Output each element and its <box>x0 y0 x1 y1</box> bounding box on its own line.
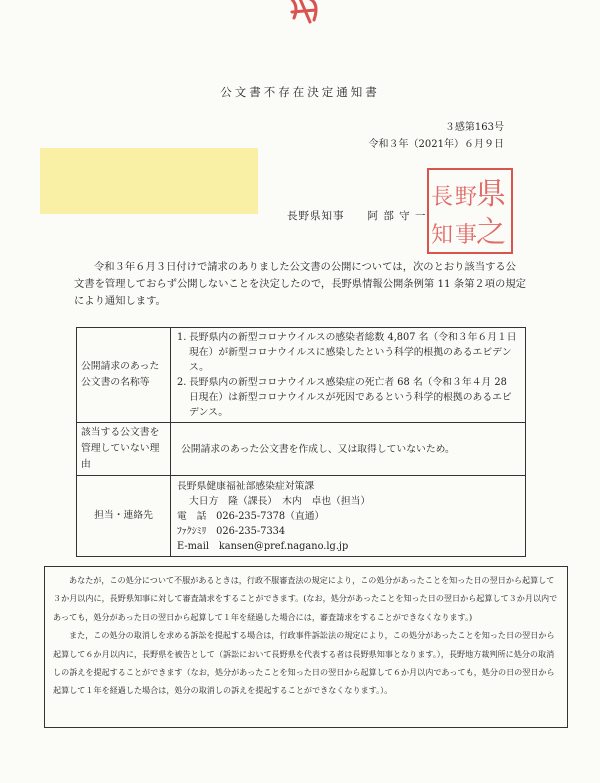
top-red-stamp-icon <box>280 0 324 28</box>
contact-department: 長野県健康福祉部感染症対策課 <box>177 480 315 492</box>
row-label-documents: 公開請求のあった公文書の名称等 <box>77 328 171 423</box>
list-item: 1. 長野県内の新型コロナウイルスの感染者総数 4,807 名（令和３年６月１日現在）が新型コロナウイルスに感染したという科学的根拠のあるエビデンス。 <box>177 332 517 373</box>
document-date: 令和３年（2021年）６月９日 <box>368 139 504 150</box>
table-row <box>77 328 526 423</box>
decision-table <box>76 327 526 557</box>
svg-text:県: 県 <box>476 177 506 212</box>
contact-email: E-mail kansen@pref.nagano.lg.jp <box>177 540 349 552</box>
document-number: ３感第163号 <box>444 122 504 133</box>
svg-text:長: 長 <box>430 185 454 210</box>
sender: 長野県知事 阿 部 守 一 <box>287 210 427 222</box>
table-row <box>77 423 526 476</box>
contact-fax: ﾌｧｸｼﾐﾘ 026-235-7334 <box>177 525 286 537</box>
requested-documents <box>171 328 526 423</box>
svg-text:知: 知 <box>430 223 454 248</box>
appeal-notice-box <box>44 566 568 728</box>
contact-staff: 大日方 隆（課長） 木内 卓也（担当） <box>189 495 371 507</box>
contact-phone: 電 話 026-235-7378（直通） <box>177 510 325 522</box>
official-seal-icon <box>425 166 515 256</box>
table-row <box>77 476 526 557</box>
row-label-reason: 該当する公文書を管理していない理由 <box>77 423 171 476</box>
row-label-contact: 担当・連絡先 <box>77 476 171 557</box>
intro-paragraph: 令和３年６月３日付けで請求のありました公文書の公開については，次のとおり該当する公文書を管理しておらず公開しないことを決定したので，長野県情報公開条例第 11 条第２項の規定により通知します。 <box>74 261 526 307</box>
redacted-recipient-block <box>40 148 258 214</box>
svg-text:之: 之 <box>476 215 506 250</box>
notice-paragraph: また，この処分の取消しを求める訴訟を提起する場合は，行政事件訴訟法の規定により，この処分があったことを知った日の翌日から起算して６か月以内に，長野県を被告として（訴訟において長野県を代表する者は長野県知事となります。），長野地方裁判所に処分の取消しの訴えを提起することができます（なお，処分があったことを知った日の翌日から起算して６か月以内であっても，処分の日の翌日から起算して１年を経過した場合は，処分の取消しの訴えを提起することができなくなります。）。 <box>53 630 555 696</box>
contact-info <box>171 476 526 557</box>
list-item: 2. 長野県内の新型コロナウイルス感染症の死亡者 68 名（令和３年４月 28 日現在）は新型コロナウイルスが死因であるという科学的根拠のあるエビデンス。 <box>177 377 512 418</box>
notice-paragraph: あなたが，この処分について不服があるときは，行政不服審査法の規定により，この処分があったことを知った日の翌日から起算して３か月以内に，長野県知事に対して審査請求をすることができます。(なお，処分があったことを知った日の翌日から起算して３か月以内であっても，処分があった日の翌日から起算して１年を経過した場合には，審査請求をすることができなくなります。) <box>53 575 558 622</box>
svg-text:野: 野 <box>454 185 478 210</box>
document-title: 公文書不存在決定通知書 <box>220 85 380 99</box>
reason-text: 公開請求のあった公文書を作成し、又は取得していないため。 <box>171 423 526 476</box>
svg-text:事: 事 <box>454 223 478 248</box>
